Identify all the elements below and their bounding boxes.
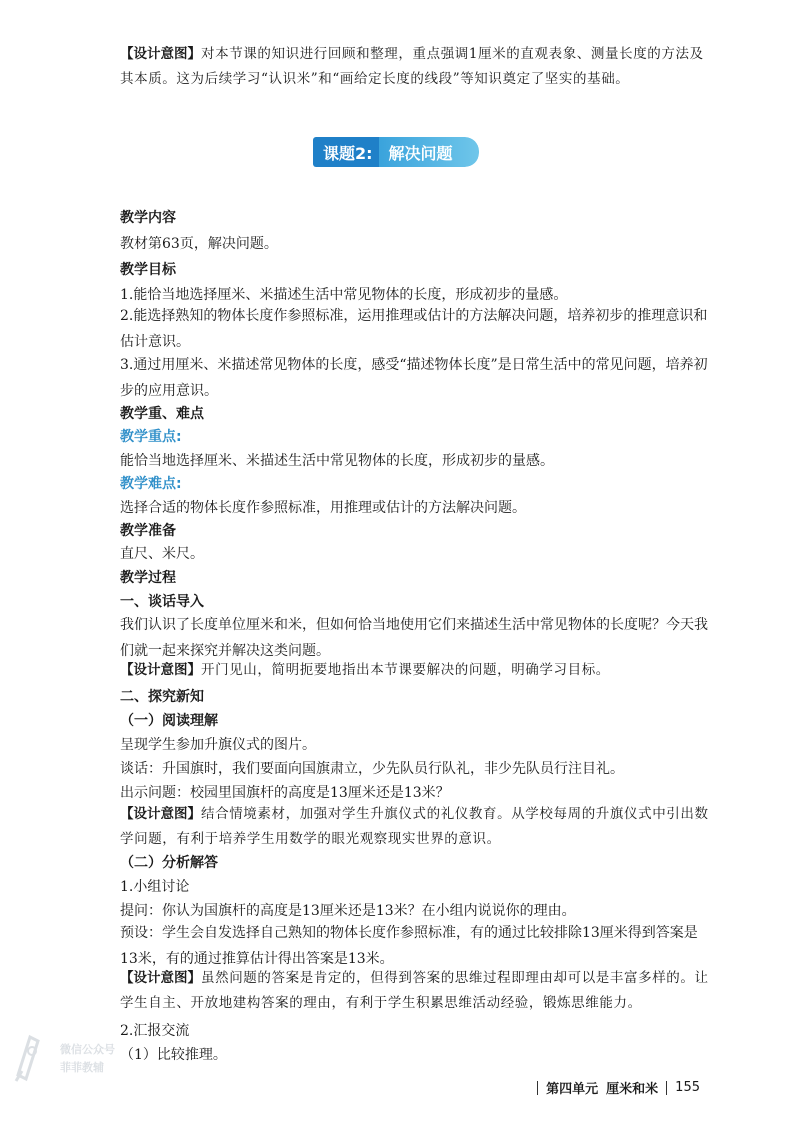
difficulty-text: 选择合适的物体长度作参照标准，用推理或估计的方法解决问题。 bbox=[120, 500, 526, 516]
topic-name: 解决问题 bbox=[379, 137, 479, 167]
content-text: 教材第63页，解决问题。 bbox=[120, 236, 278, 252]
footer-divider-left bbox=[537, 1081, 538, 1095]
rocket-icon bbox=[8, 1027, 56, 1085]
footer-divider-right bbox=[666, 1081, 667, 1095]
sub1-line1: 呈现学生参加升旗仪式的图片。 bbox=[120, 737, 316, 753]
key-points-heading: 教学重、难点 bbox=[120, 406, 204, 422]
design-intent-3 bbox=[120, 802, 710, 852]
design-intent-4-text: 虽然问题的答案是肯定的，但得到答案的思维过程即理由却可以是丰富多样的。让学生自主、开放地建构答案的理由，有利于学生积累思维活动经验，锻炼思维能力。 bbox=[120, 970, 709, 1011]
watermark-line2: 菲菲教辅 bbox=[60, 1061, 104, 1074]
step2-heading: 2.汇报交流 bbox=[120, 1023, 190, 1039]
part2-heading: 二、探究新知 bbox=[120, 689, 204, 705]
key-point-text: 能恰当地选择厘米、米描述生活中常见物体的长度，形成初步的量感。 bbox=[120, 453, 554, 469]
key-point-label: 教学重点: bbox=[120, 429, 182, 445]
step1-preset: 预设：学生会自发选择自己熟知的物体长度作参照标准，有的通过比较排除13厘米得到答案是13米，有的通过推算估计得出答案是13米。 bbox=[120, 925, 698, 967]
page-footer bbox=[537, 1078, 700, 1097]
goals-heading: 教学目标 bbox=[120, 262, 176, 278]
step2-sub: （1）比较推理。 bbox=[120, 1047, 227, 1063]
design-intent-tag: 【设计意图】 bbox=[120, 46, 201, 62]
sub1-line2: 谈话：升国旗时，我们要面向国旗肃立，少先队员行队礼，非少先队员行注目礼。 bbox=[120, 761, 624, 777]
design-intent-4-tag: 【设计意图】 bbox=[120, 970, 201, 986]
footer-title: 厘米和米 bbox=[606, 1082, 659, 1097]
design-intent-text: 对本节课的知识进行回顾和整理，重点强调1厘米的直观表象、测量长度的方法及其本质。这为后续学习“认识米”和“画给定长度的线段”等知识奠定了坚实的基础。 bbox=[120, 46, 704, 87]
topic-number: 课题2: bbox=[313, 137, 379, 167]
goal-3: 3.通过用厘米、米描述常见物体的长度，感受“描述物体长度”是日常生活中的常见问题，培养初步的应用意识。 bbox=[120, 357, 708, 399]
step1-question: 提问：你认为国旗杆的高度是13厘米还是13米？在小组内说说你的理由。 bbox=[120, 903, 576, 919]
sub2-heading: （二）分析解答 bbox=[120, 855, 218, 871]
design-intent-2-text: 开门见山，简明扼要地指出本节课要解决的问题，明确学习目标。 bbox=[201, 662, 610, 678]
watermark bbox=[8, 1027, 128, 1085]
watermark-line1: 微信公众号 bbox=[60, 1043, 115, 1056]
step1-heading: 1.小组讨论 bbox=[120, 879, 190, 895]
process-heading: 教学过程 bbox=[120, 570, 176, 586]
page-number: 155 bbox=[675, 1080, 700, 1095]
goal-2: 2.能选择熟知的物体长度作参照标准，运用推理或估计的方法解决问题，培养初步的推理意识和估计意识。 bbox=[120, 308, 708, 350]
footer-unit: 第四单元 bbox=[546, 1082, 599, 1097]
part1-text: 我们认识了长度单位厘米和米，但如何恰当地使用它们来描述生活中常见物体的长度呢？今天我们就一起来探究并解决这类问题。 bbox=[120, 617, 708, 659]
prep-heading: 教学准备 bbox=[120, 523, 176, 539]
design-intent-4 bbox=[120, 966, 710, 1016]
design-intent-2-tag: 【设计意图】 bbox=[120, 662, 201, 678]
topic-badge bbox=[313, 137, 479, 167]
design-intent-3-text: 结合情境素材，加强对学生升旗仪式的礼仪教育。从学校每周的升旗仪式中引出数学问题，有利于培养学生用数学的眼光观察现实世界的意识。 bbox=[120, 806, 709, 847]
sub1-line3: 出示问题：校园里国旗杆的高度是13厘米还是13米？ bbox=[120, 785, 450, 801]
part1-heading: 一、谈话导入 bbox=[120, 594, 204, 610]
difficulty-label: 教学难点: bbox=[120, 476, 182, 492]
content-heading: 教学内容 bbox=[120, 210, 176, 226]
design-intent-paragraph bbox=[120, 42, 710, 92]
prep-text: 直尺、米尺。 bbox=[120, 546, 204, 562]
design-intent-2 bbox=[120, 658, 710, 683]
sub1-heading: （一）阅读理解 bbox=[120, 713, 218, 729]
goal-1: 1.能恰当地选择厘米、米描述生活中常见物体的长度，形成初步的量感。 bbox=[120, 287, 568, 303]
design-intent-3-tag: 【设计意图】 bbox=[120, 806, 201, 822]
